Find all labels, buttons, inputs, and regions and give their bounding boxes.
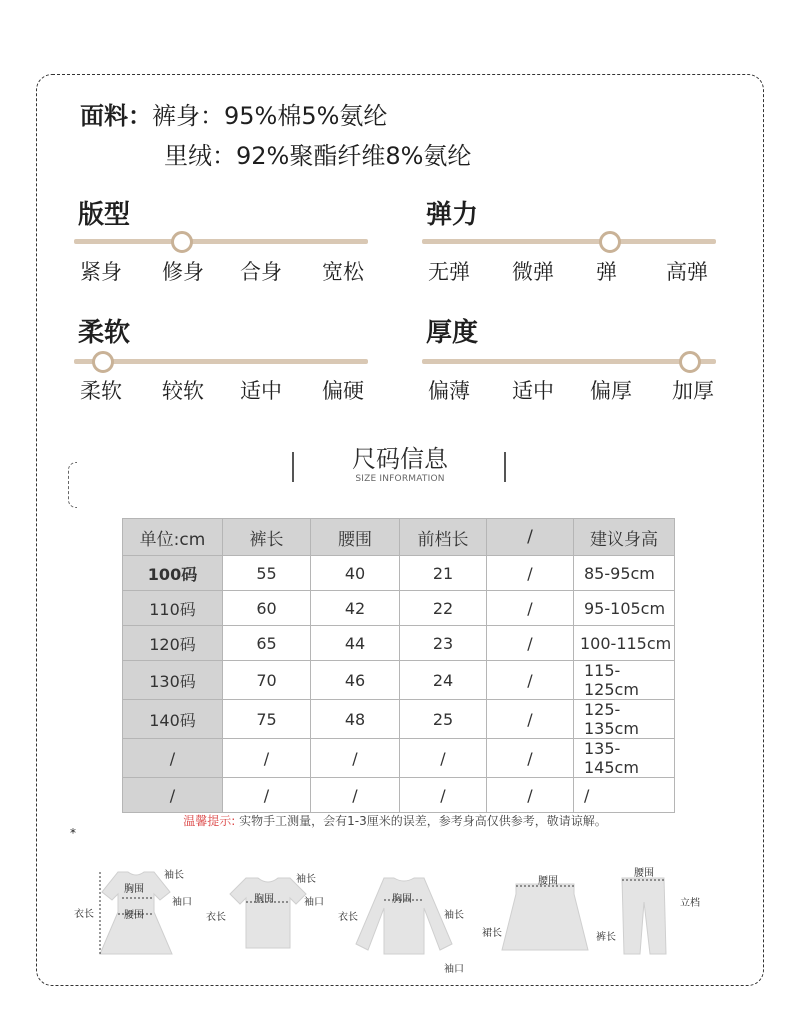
size-cell: 22 bbox=[400, 591, 487, 626]
attr-softness-option: 较软 bbox=[162, 379, 204, 403]
size-cell: 48 bbox=[311, 700, 400, 739]
size-cell: 130码 bbox=[123, 661, 223, 700]
table-row bbox=[123, 626, 675, 661]
header-front-rise: 前档长 bbox=[400, 519, 487, 556]
size-cell: 95-105cm bbox=[574, 591, 675, 626]
size-cell: / bbox=[487, 626, 574, 661]
header-pants-length: 裤长 bbox=[223, 519, 311, 556]
attr-thickness-option: 偏薄 bbox=[428, 379, 470, 403]
header-height: 建议身高 bbox=[574, 519, 675, 556]
tshirt-diagram-icon bbox=[228, 874, 308, 952]
size-cell: / bbox=[400, 739, 487, 778]
pants-length-label: 裤长 bbox=[596, 932, 616, 943]
attr-stretch-option: 微弹 bbox=[512, 260, 554, 284]
size-cell: / bbox=[223, 778, 311, 813]
size-cell: 60 bbox=[223, 591, 311, 626]
pants-diagram-icon bbox=[618, 874, 668, 958]
attr-stretch-knob bbox=[599, 231, 621, 253]
skirt-length-label: 裙长 bbox=[482, 928, 502, 939]
header-empty: / bbox=[487, 519, 574, 556]
size-cell: / bbox=[574, 778, 675, 813]
size-cell: 115-125cm bbox=[574, 661, 675, 700]
dress-cuff-label: 袖口 bbox=[172, 897, 192, 908]
attr-thickness-title: 厚度 bbox=[426, 318, 479, 348]
size-cell: 24 bbox=[400, 661, 487, 700]
size-cell: 44 bbox=[311, 626, 400, 661]
sweater-sleeve-label: 袖长 bbox=[444, 910, 464, 921]
attr-fit-option: 宽松 bbox=[322, 260, 364, 284]
attr-stretch-option: 弹 bbox=[596, 260, 617, 284]
fabric-body: 裤身：95%棉5%氨纶 bbox=[152, 102, 388, 130]
pants-waist-label: 腰围 bbox=[634, 868, 654, 879]
attr-fit-track bbox=[74, 239, 368, 244]
attr-softness-option: 适中 bbox=[240, 379, 282, 403]
measurement-note bbox=[0, 812, 790, 829]
size-info-title: 尺码信息 bbox=[352, 445, 448, 473]
size-cell: / bbox=[123, 739, 223, 778]
table-row bbox=[123, 661, 675, 700]
dress-chest-label: 胸围 bbox=[124, 884, 144, 895]
decorative-bracket bbox=[68, 462, 77, 508]
size-cell: 85-95cm bbox=[574, 556, 675, 591]
attr-softness-option: 偏硬 bbox=[322, 379, 364, 403]
size-cell: 100-115cm bbox=[574, 626, 675, 661]
table-header-row bbox=[123, 519, 675, 556]
size-cell: 75 bbox=[223, 700, 311, 739]
sweater-length-label: 衣长 bbox=[338, 912, 358, 923]
size-table bbox=[122, 518, 675, 813]
size-cell: 70 bbox=[223, 661, 311, 700]
size-cell: / bbox=[487, 700, 574, 739]
fabric-label: 面料： bbox=[80, 102, 152, 130]
sweater-chest-label: 胸围 bbox=[392, 894, 412, 905]
size-cell: / bbox=[223, 739, 311, 778]
size-cell: / bbox=[311, 778, 400, 813]
attr-fit-title: 版型 bbox=[78, 200, 131, 230]
size-cell: 25 bbox=[400, 700, 487, 739]
fabric-line-1 bbox=[80, 104, 387, 128]
dress-waist-label: 腰围 bbox=[124, 910, 144, 921]
attr-stretch-option: 高弹 bbox=[666, 260, 708, 284]
attr-softness-track bbox=[74, 359, 368, 364]
size-cell: / bbox=[311, 739, 400, 778]
sweater-cuff-label: 袖口 bbox=[444, 964, 464, 975]
tshirt-cuff-label: 袖口 bbox=[304, 897, 324, 908]
attr-stretch-title: 弹力 bbox=[426, 200, 479, 230]
fabric-line-2 bbox=[164, 144, 471, 168]
size-cell: 125-135cm bbox=[574, 700, 675, 739]
size-cell: / bbox=[487, 556, 574, 591]
dress-sleeve-label: 袖长 bbox=[164, 870, 184, 881]
table-row bbox=[123, 556, 675, 591]
table-row bbox=[123, 591, 675, 626]
attr-thickness-knob bbox=[679, 351, 701, 373]
note-label: 温馨提示: bbox=[183, 814, 236, 828]
tshirt-sleeve-label: 袖长 bbox=[296, 874, 316, 885]
attr-fit-option: 合身 bbox=[240, 260, 282, 284]
attr-thickness-track bbox=[422, 359, 716, 364]
size-cell: 55 bbox=[223, 556, 311, 591]
attr-softness-knob bbox=[92, 351, 114, 373]
size-cell: 65 bbox=[223, 626, 311, 661]
attr-fit-option: 紧身 bbox=[80, 260, 122, 284]
size-cell: 23 bbox=[400, 626, 487, 661]
sweater-diagram-icon bbox=[354, 874, 454, 962]
table-row bbox=[123, 778, 675, 813]
size-cell: 100码 bbox=[123, 556, 223, 591]
tshirt-chest-label: 胸围 bbox=[254, 894, 274, 905]
size-cell: / bbox=[487, 661, 574, 700]
size-cell: / bbox=[487, 591, 574, 626]
size-info-subtitle: SIZE INFORMATION bbox=[355, 474, 445, 484]
fabric-lining: 里绒：92%聚酯纤维8%氨纶 bbox=[164, 142, 472, 170]
attr-thickness-option: 适中 bbox=[512, 379, 554, 403]
table-row bbox=[123, 700, 675, 739]
skirt-diagram-icon bbox=[500, 880, 590, 954]
size-cell: / bbox=[487, 739, 574, 778]
header-unit: 单位:cm bbox=[123, 519, 223, 556]
size-cell: 110码 bbox=[123, 591, 223, 626]
size-cell: 120码 bbox=[123, 626, 223, 661]
attr-thickness-option: 加厚 bbox=[672, 379, 714, 403]
tshirt-length-label: 衣长 bbox=[206, 912, 226, 923]
size-cell: 21 bbox=[400, 556, 487, 591]
table-row bbox=[123, 739, 675, 778]
dress-length-label: 衣长 bbox=[74, 909, 94, 920]
size-cell: 140码 bbox=[123, 700, 223, 739]
attr-fit-knob bbox=[171, 231, 193, 253]
attr-thickness-option: 偏厚 bbox=[590, 379, 632, 403]
size-cell: 135-145cm bbox=[574, 739, 675, 778]
note-text: 实物手工测量，会有1-3厘米的误差，参考身高仅供参考，敬请谅解。 bbox=[239, 814, 607, 828]
size-info-heading bbox=[290, 446, 510, 506]
size-cell: / bbox=[400, 778, 487, 813]
attr-softness-option: 柔软 bbox=[80, 379, 122, 403]
attr-stretch-track bbox=[422, 239, 716, 244]
attr-stretch-option: 无弹 bbox=[428, 260, 470, 284]
size-cell: 40 bbox=[311, 556, 400, 591]
pants-rise-label: 立档 bbox=[680, 898, 700, 909]
attr-fit-option: 修身 bbox=[162, 260, 204, 284]
asterisk: * bbox=[70, 826, 76, 840]
skirt-waist-label: 腰围 bbox=[538, 876, 558, 887]
header-waist: 腰围 bbox=[311, 519, 400, 556]
size-cell: / bbox=[123, 778, 223, 813]
size-cell: 42 bbox=[311, 591, 400, 626]
size-cell: 46 bbox=[311, 661, 400, 700]
size-cell: / bbox=[487, 778, 574, 813]
attr-softness-title: 柔软 bbox=[78, 318, 131, 348]
